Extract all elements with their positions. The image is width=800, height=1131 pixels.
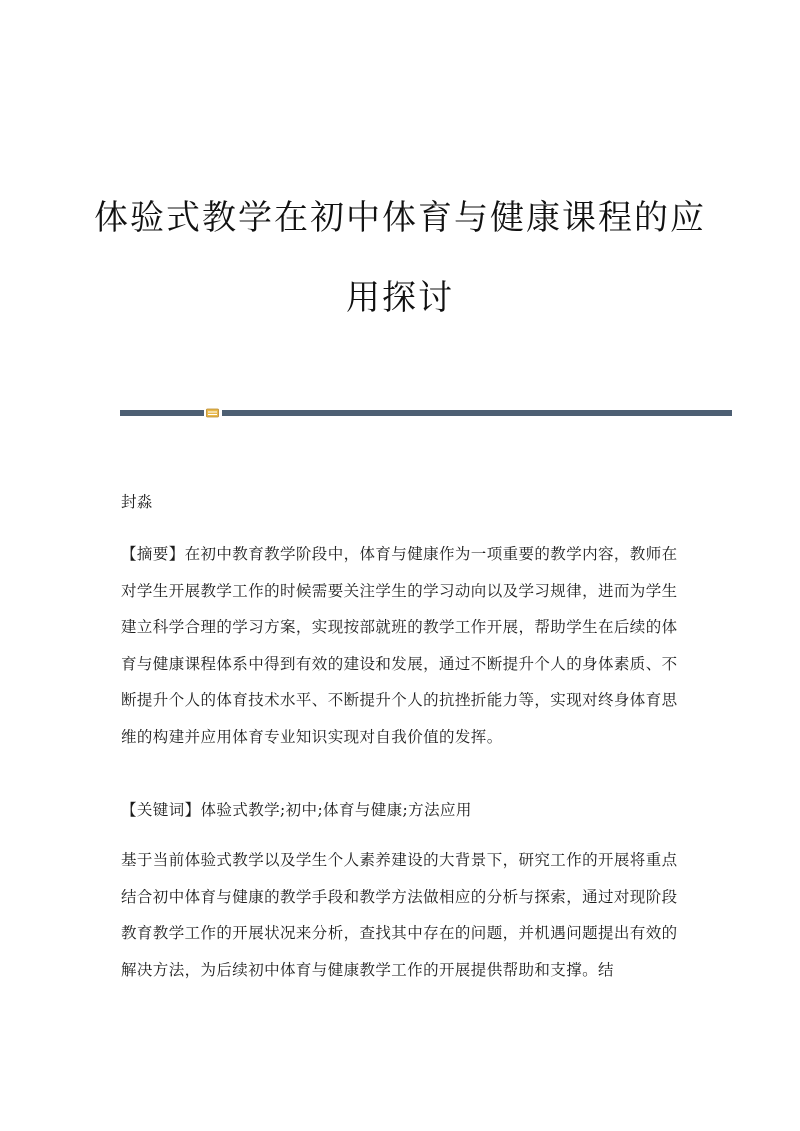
keywords-paragraph bbox=[121, 792, 681, 829]
book-emblem-icon bbox=[206, 408, 219, 418]
document-title-line-1: 体验式教学在初中体育与健康课程的应 bbox=[94, 198, 706, 238]
abstract-paragraph bbox=[121, 536, 681, 755]
divider-bar-left bbox=[120, 410, 204, 416]
intro-paragraph: 基于当前体验式教学以及学生个人素养建设的大背景下，研究工作的开展将重点结合初中体育与健康的教学手段和教学方法做相应的分析与探索，通过对现阶段教育教学工作的开展状况来分析，查找其中存在的问题，并机遇问题提出有效的解决方法，为后续初中体育与健康教学工作的开展提供帮助和支撑。结 bbox=[121, 851, 678, 979]
keywords-text: 体验式教学;初中;体育与健康;方法应用 bbox=[200, 801, 472, 819]
divider-bar-right bbox=[222, 410, 732, 416]
abstract-label: 【摘要】 bbox=[121, 545, 185, 563]
title-divider bbox=[120, 408, 732, 417]
author-name: 封淼 bbox=[121, 493, 153, 511]
keywords-label: 【关键词】 bbox=[121, 801, 201, 819]
abstract-text: 在初中教育教学阶段中，体育与健康作为一项重要的教学内容，教师在对学生开展教学工作的时候需要关注学生的学习动向以及学习规律，进而为学生建立科学合理的学习方案，实现按部就班的教学工作开展，帮助学生在后续的体育与健康课程体系中得到有效的建设和发展，通过不断提升个人的身体素质、不断提升个人的体育技术水平、不断提升个人的抗挫折能力等，实现对终身体育思维的构建并应用体育专业知识实现对自我价值的发挥。 bbox=[121, 545, 678, 746]
document-title-line-2: 用探讨 bbox=[346, 278, 454, 318]
